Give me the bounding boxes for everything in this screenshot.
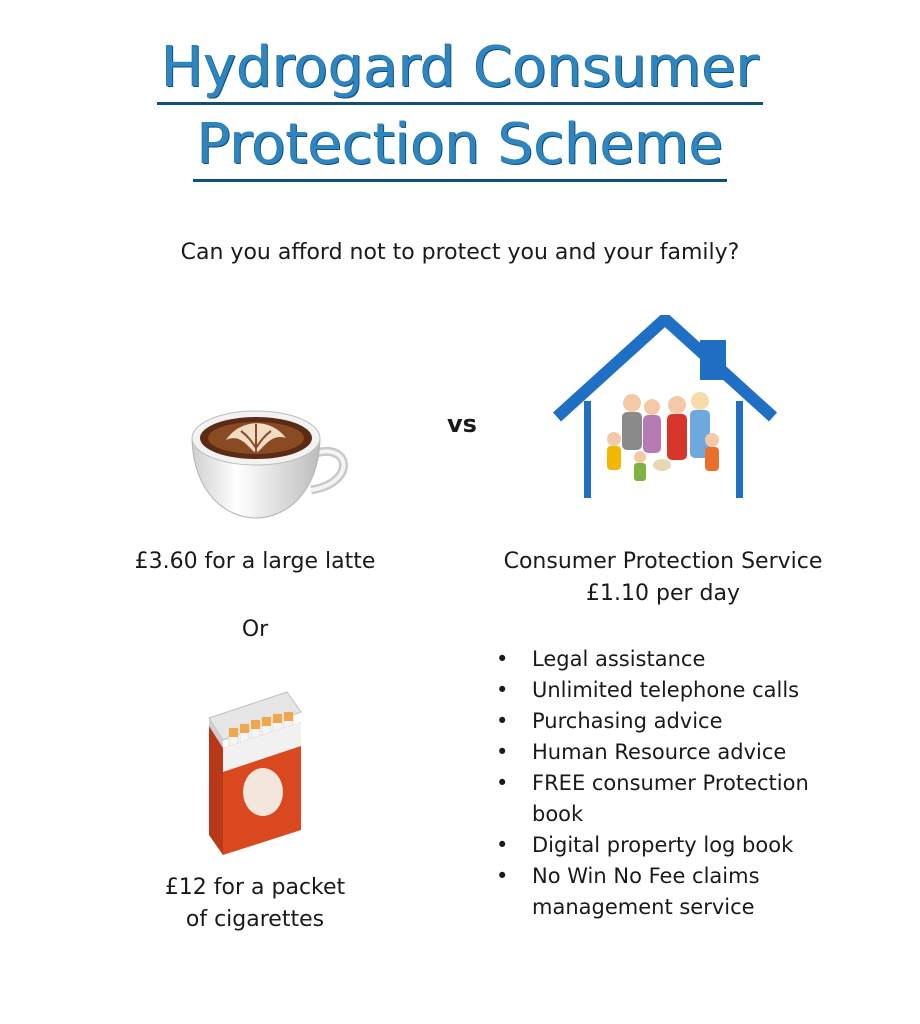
cigarette-pack-icon	[205, 690, 305, 855]
page-title	[0, 34, 920, 188]
feature-item: • Unlimited telephone calls	[492, 675, 832, 706]
service-name: Consumer Protection Service	[503, 549, 823, 574]
cigarettes-caption-line-2: of cigarettes	[185, 907, 325, 932]
feature-item: • No Win No Fee claims management service	[492, 861, 832, 923]
coffee-cup-icon	[186, 398, 358, 523]
feature-item: • FREE consumer Protection book	[492, 768, 832, 830]
cigarettes-caption-line-1: £12 for a packet	[164, 875, 346, 900]
feature-item: • Purchasing advice	[492, 706, 832, 737]
vs-label: vs	[447, 410, 477, 438]
or-label: Or	[241, 617, 269, 642]
feature-item: • Human Resource advice	[492, 737, 832, 768]
service-caption	[488, 546, 838, 610]
title-line-2: Protection Scheme	[193, 111, 727, 182]
service-price: £1.10 per day	[586, 581, 740, 606]
tagline: Can you afford not to protect you and your family?	[180, 240, 740, 265]
title-line-1: Hydrogard Consumer	[157, 34, 763, 105]
cigarettes-caption	[130, 872, 380, 936]
family-house-icon	[552, 315, 778, 500]
latte-caption: £3.60 for a large latte	[134, 549, 376, 574]
feature-item: • Legal assistance	[492, 644, 832, 675]
feature-item: • Digital property log book	[492, 830, 832, 861]
feature-list	[492, 644, 832, 923]
